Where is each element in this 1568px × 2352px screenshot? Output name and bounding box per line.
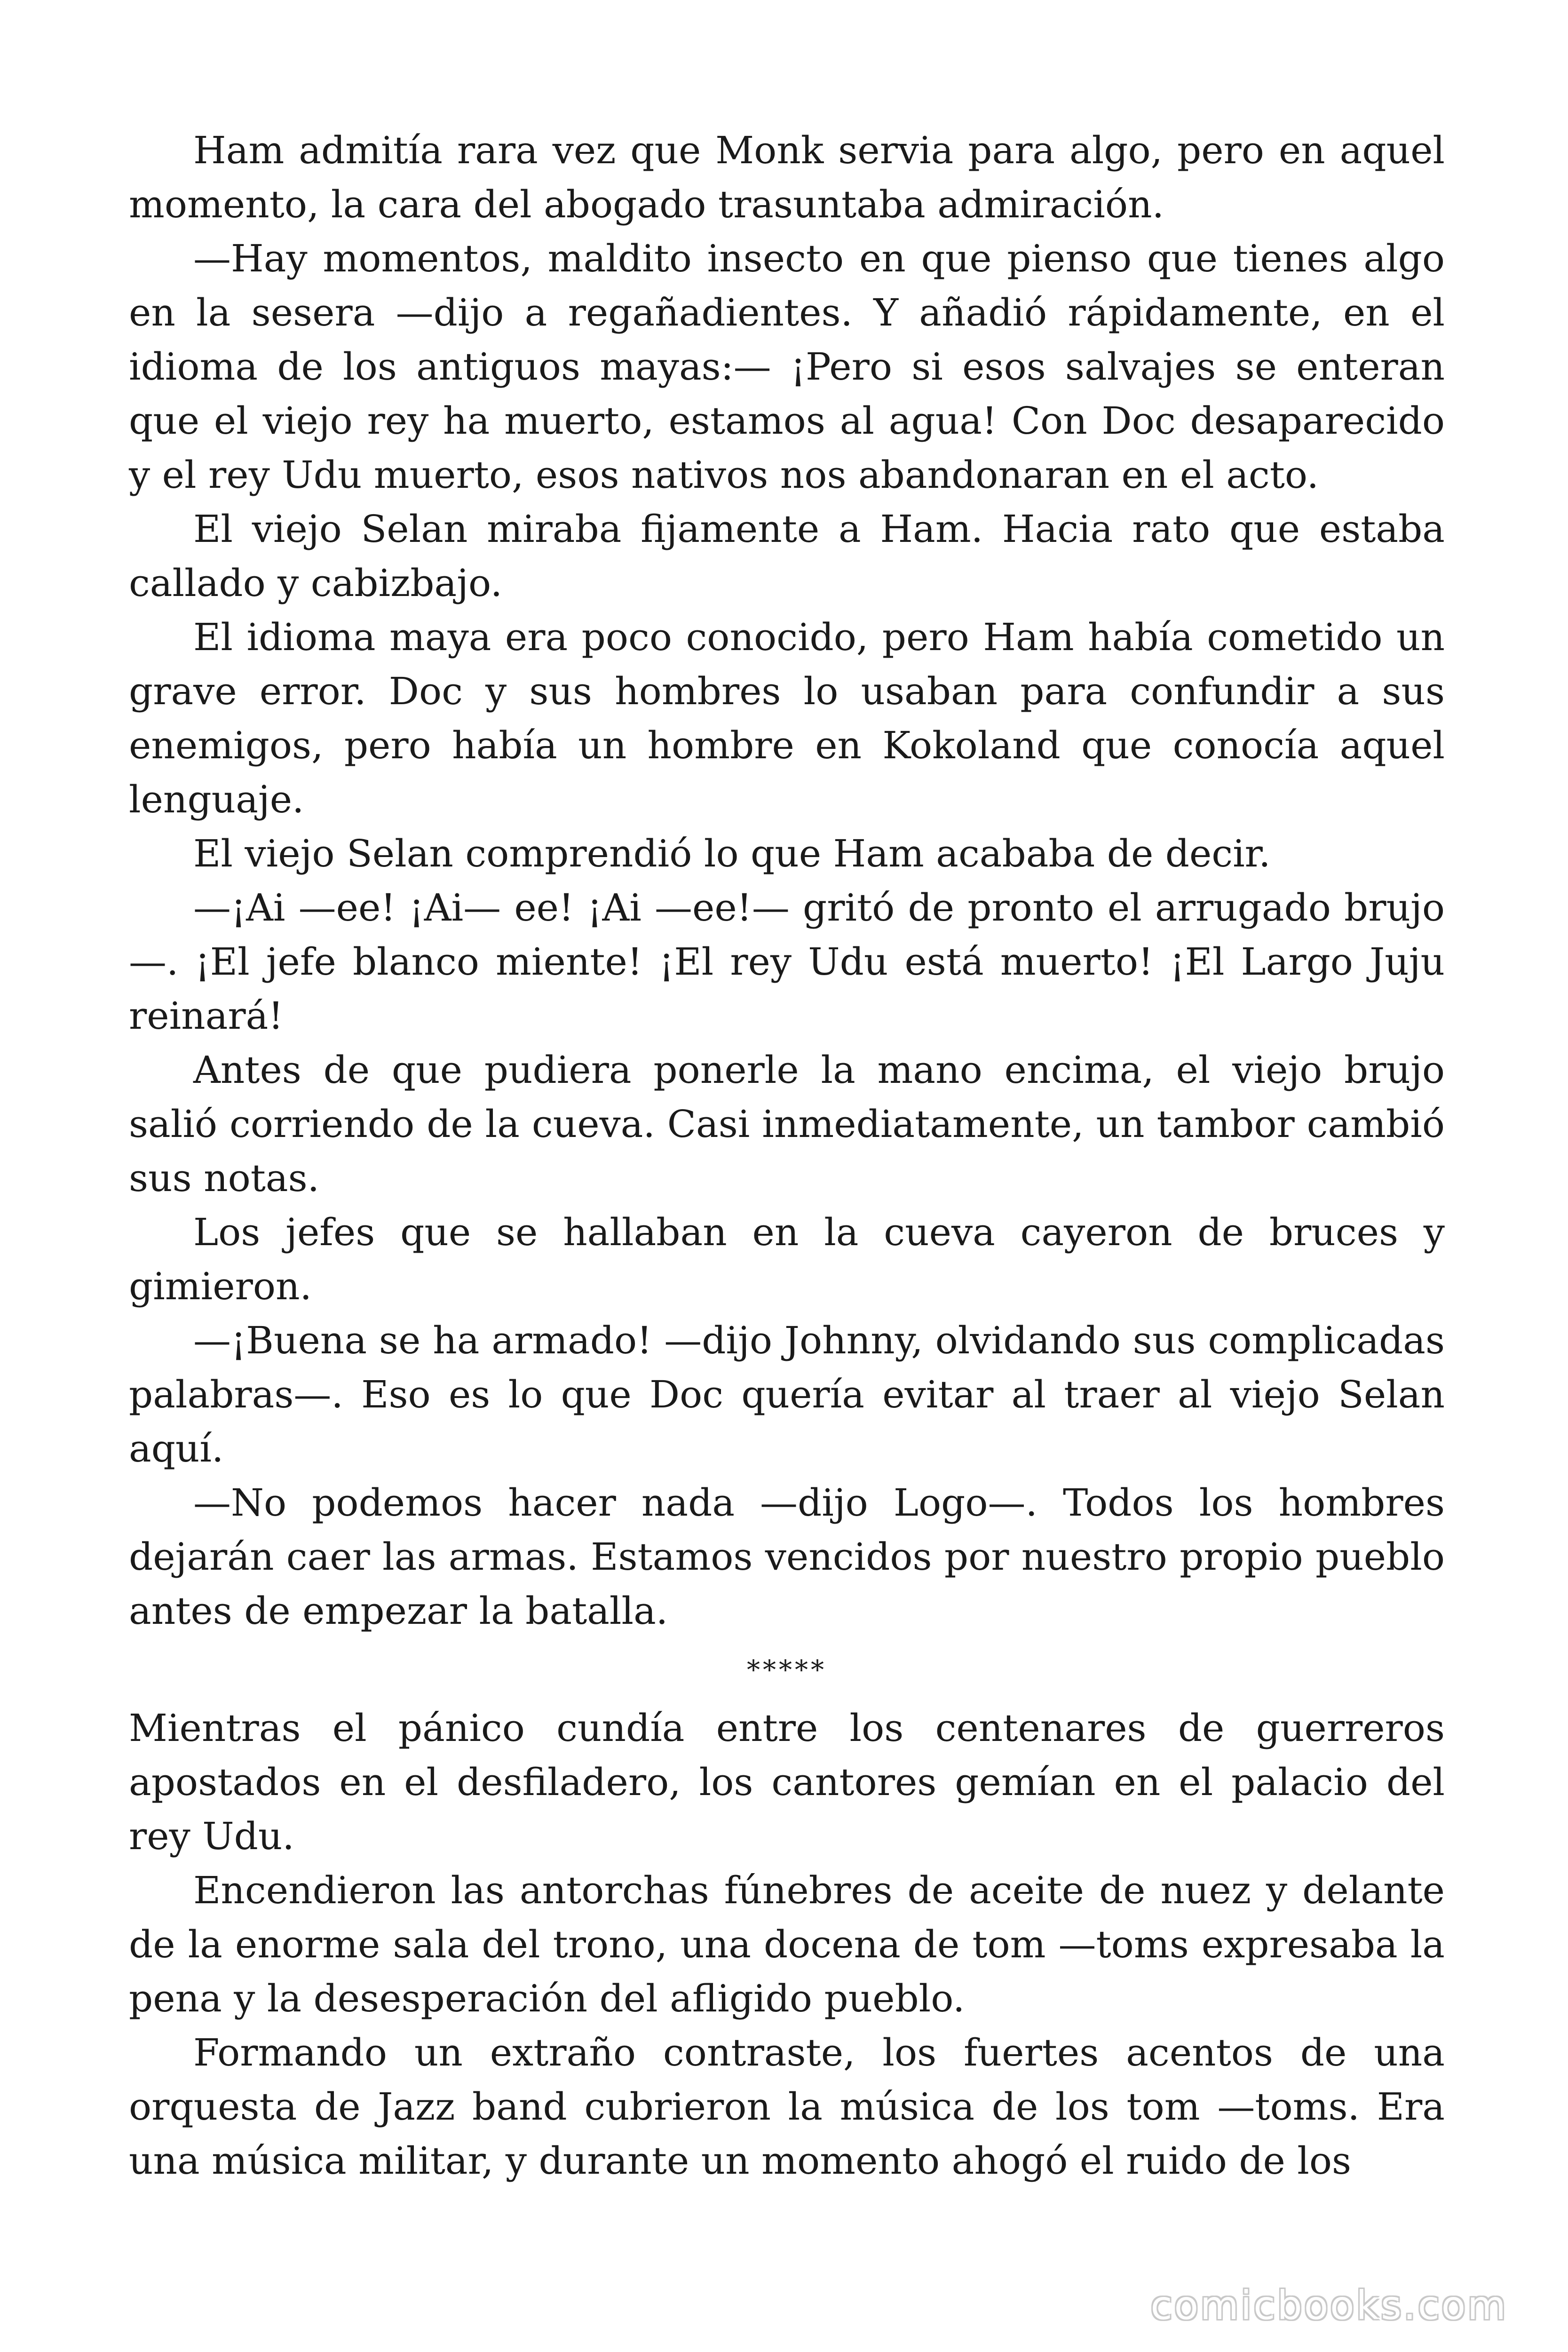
scene-break: ***** bbox=[747, 1655, 827, 1685]
page-body bbox=[129, 123, 1445, 2188]
paragraph: El viejo Selan miraba fijamente a Ham. Hacia rato que estaba callado y cabizbajo. bbox=[129, 507, 1445, 605]
paragraph: Los jefes que se hallaban en la cueva cayeron de bruces y gimieron. bbox=[129, 1210, 1445, 1308]
paragraph: Formando un extraño contraste, los fuertes acentos de una orquesta de Jazz band cubrieron la música de los tom —toms. Era una música militar, y durante un momento ahogó el ruido de los bbox=[129, 2031, 1445, 2183]
paragraph: —No podemos hacer nada —dijo Logo—. Todos los hombres dejarán caer las armas. Estamos vencidos por nuestro propio pueblo antes de empezar la batalla. bbox=[129, 1481, 1445, 1633]
watermark: comicbooks.com bbox=[1150, 2282, 1508, 2328]
paragraph: Antes de que pudiera ponerle la mano encima, el viejo brujo salió corriendo de la cueva. Casi inmediatamente, un tambor cambió sus notas. bbox=[129, 1048, 1445, 1200]
paragraph: Encendieron las antorchas fúnebres de aceite de nuez y delante de la enorme sala del trono, una docena de tom —toms expresaba la pena y la desesperación del afligido pueblo. bbox=[129, 1868, 1445, 2020]
paragraph: —¡Buena se ha armado! —dijo Johnny, olvidando sus complicadas palabras—. Eso es lo que Doc quería evitar al traer al viejo Selan aquí. bbox=[129, 1319, 1445, 1470]
paragraph: Ham admitía rara vez que Monk servia para algo, pero en aquel momento, la cara del abogado trasuntaba admiración. bbox=[129, 128, 1445, 226]
paragraph: —¡Ai —ee! ¡Ai— ee! ¡Ai —ee!— gritó de pronto el arrugado brujo —. ¡El jefe blanco miente! ¡El rey Udu está muerto! ¡El Largo Juju reinará! bbox=[129, 886, 1445, 1038]
paragraph: Mientras el pánico cundía entre los centenares de guerreros apostados en el desfiladero, los cantores gemían en el palacio del rey Udu. bbox=[129, 1706, 1445, 1858]
paragraph: El viejo Selan comprendió lo que Ham acababa de decir. bbox=[193, 832, 1271, 875]
paragraph: —Hay momentos, maldito insecto en que pienso que tienes algo en la sesera —dijo a regañadientes. Y añadió rápidamente, en el idioma de los antiguos mayas:— ¡Pero si esos salvajes se enteran que el viejo rey ha muerto, estamos al agua! Con Doc desaparecido y el rey Udu muerto, esos nativos nos abandonaran en el acto. bbox=[129, 237, 1445, 497]
paragraph: El idioma maya era poco conocido, pero Ham había cometido un grave error. Doc y sus hombres lo usaban para confundir a sus enemigos, pero había un hombre en Kokoland que conocía aquel lenguaje. bbox=[129, 615, 1445, 821]
